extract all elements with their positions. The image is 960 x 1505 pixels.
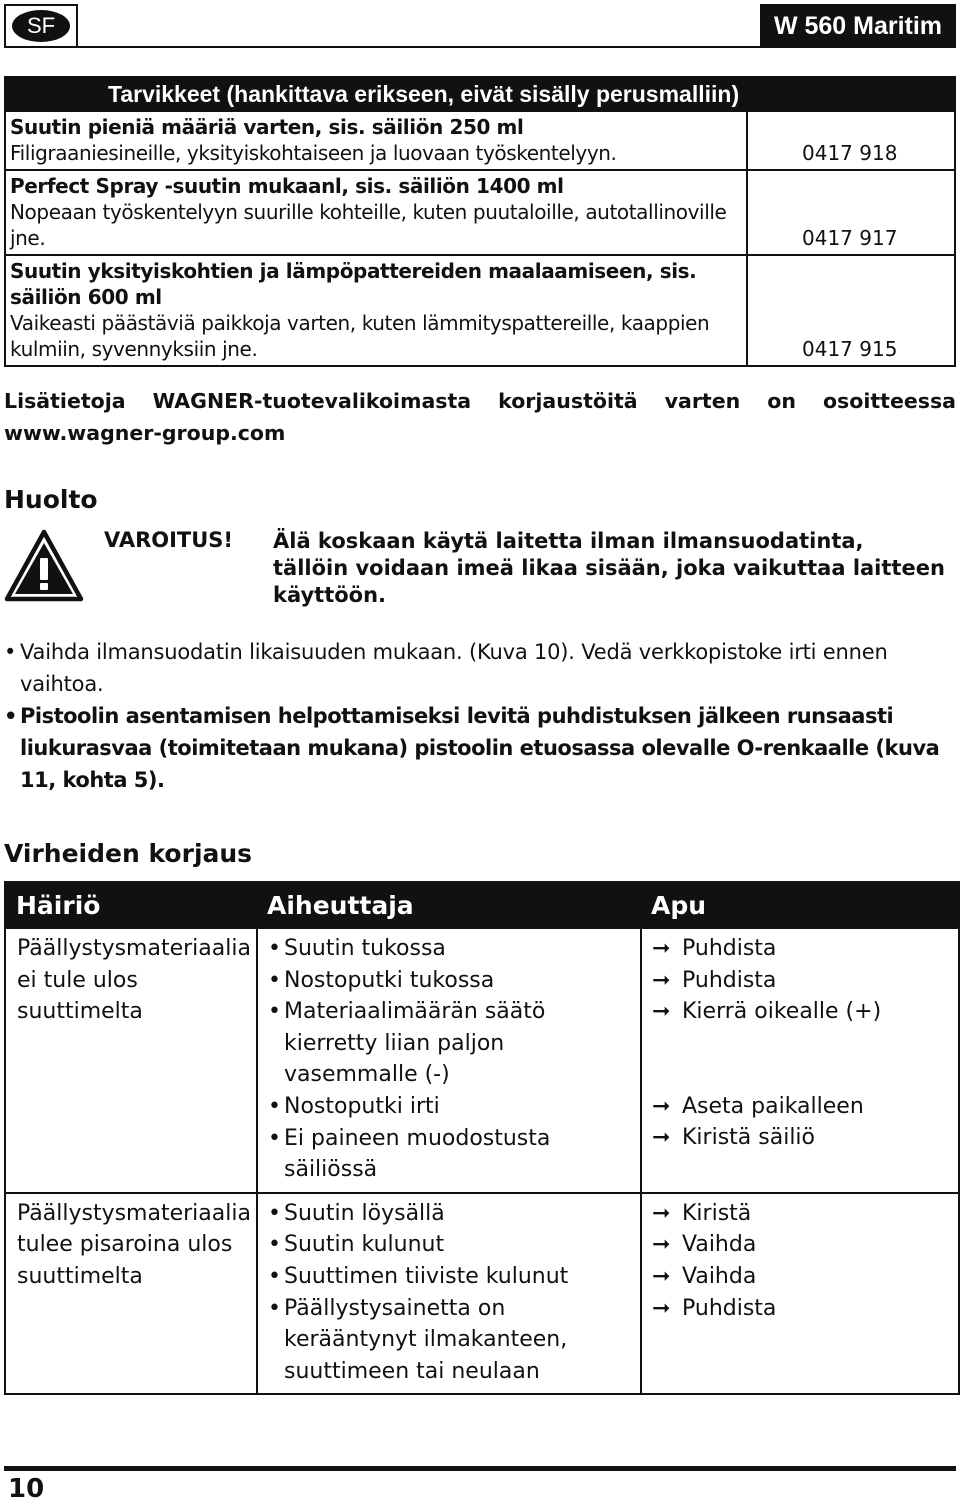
info-text: Lisätietoja WAGNER-tuotevalikoimasta korjaustöitä varten on osoitteessa <box>4 389 956 413</box>
maintenance-heading: Huolto <box>4 485 98 514</box>
cause-item: • Päällystysainetta on kerääntynyt ilmakanteen, suuttimeen tai neulaan <box>268 1293 632 1388</box>
accessory-code-value: 0417 917 <box>802 226 898 250</box>
remedy-item: ➞ Aseta paikalleen <box>652 1091 950 1123</box>
remedy-cell <box>641 1193 959 1395</box>
accessory-description <box>6 171 748 254</box>
cause-item: • Nostoputki irti <box>268 1091 632 1123</box>
remedy-item: ➞ Puhdista <box>652 1293 950 1325</box>
cause-item: • Ei paineen muodostusta säiliössä <box>268 1123 632 1186</box>
language-code: SF <box>12 10 70 42</box>
maintenance-bullet: • Pistoolin asentamisen helpottamiseksi levitä puhdistuksen jälkeen runsaasti liukurasvaa (toimitetaan mukana) pistoolin etuosassa olevalle O-renkaalle (kuva 11, kohta 5). <box>4 700 960 796</box>
accessory-row <box>6 169 954 254</box>
remedy-cell <box>641 928 959 1193</box>
accessory-description <box>6 112 748 169</box>
column-header-remedy: Apu <box>641 882 959 928</box>
warning-label: VAROITUS! <box>104 528 233 552</box>
table-header-row <box>5 882 959 928</box>
cause-item: • Materiaalimäärän säätö kierretty liian paljon vasemmalle (-) <box>268 996 632 1091</box>
table-row <box>5 928 959 1193</box>
accessory-name: Perfect Spray -suutin mukaanl, sis. säiliön 1400 ml <box>10 174 564 198</box>
accessory-name: Suutin yksityiskohtien ja lämpöpattereiden maalaamiseen, sis. säiliön 600 ml <box>10 259 697 309</box>
accessory-code <box>748 112 954 169</box>
cause-cell <box>257 1193 641 1395</box>
spacer <box>652 1028 950 1091</box>
cause-item: • Nostoputki tukossa <box>268 965 632 997</box>
maintenance-bullet: • Vaihda ilmansuodatin likaisuuden mukaan. (Kuva 10). Vedä verkkopistoke irti ennen vaihtoa. <box>4 636 960 700</box>
header-rule <box>78 46 760 48</box>
footer-rule <box>4 1466 956 1471</box>
remedy-item: ➞ Kiristä säiliö <box>652 1122 950 1154</box>
column-header-fault: Häiriö <box>5 882 257 928</box>
accessory-code-value: 0417 918 <box>802 141 898 165</box>
remedy-item: ➞ Vaihda <box>652 1261 950 1293</box>
info-paragraph <box>4 385 956 449</box>
remedy-item: ➞ Kiristä <box>652 1198 950 1230</box>
website-link[interactable]: www.wagner-group.com <box>4 421 286 445</box>
warning-text: Älä koskaan käytä laitetta ilman ilmansuodatinta, tällöin voidaan imeä likaa sisään, joka vaikuttaa laitteen käyttöön. <box>273 529 945 607</box>
remedy-item: ➞ Puhdista <box>652 965 950 997</box>
accessory-row <box>6 110 954 169</box>
accessory-usage: Filigraaniesineille, yksityiskohtaiseen ja luovaan työskentelyyn. <box>10 141 617 165</box>
accessories-table <box>4 76 956 367</box>
model-name: W 560 Maritim <box>760 4 956 48</box>
accessory-code <box>748 171 954 254</box>
accessory-code-value: 0417 915 <box>802 337 898 361</box>
language-badge <box>4 4 78 48</box>
table-row <box>5 1193 959 1395</box>
page-number: 10 <box>8 1474 45 1504</box>
accessory-description <box>6 256 748 365</box>
accessory-name: Suutin pieniä määriä varten, sis. säiliön 250 ml <box>10 115 524 139</box>
warning-triangle-icon <box>3 528 85 604</box>
column-header-cause: Aiheuttaja <box>257 882 641 928</box>
remedy-item: ➞ Kierrä oikealle (+) <box>652 996 950 1028</box>
fault-cell: Päällystysmateriaalia ei tule ulos suuttimelta <box>5 928 257 1193</box>
remedy-item: ➞ Vaihda <box>652 1229 950 1261</box>
accessory-row <box>6 254 954 365</box>
page-header <box>0 0 960 52</box>
accessories-title: Tarvikkeet (hankittava erikseen, eivät sisälly perusmalliin) <box>6 78 954 110</box>
cause-item: • Suutin löysällä <box>268 1198 632 1230</box>
cause-item: • Suuttimen tiiviste kulunut <box>268 1261 632 1293</box>
troubleshooting-table <box>4 881 960 1395</box>
fault-cell: Päällystysmateriaalia tulee pisaroina ulos suuttimelta <box>5 1193 257 1395</box>
accessory-usage: Nopeaan työskentelyyn suurille kohteille, kuten puutaloille, autotallinoville jne. <box>10 200 727 250</box>
remedy-item: ➞ Puhdista <box>652 933 950 965</box>
accessory-code <box>748 256 954 365</box>
accessory-usage: Vaikeasti päästäviä paikkoja varten, kuten lämmityspattereille, kaappien kulmiin, syvennyksiin jne. <box>10 311 710 361</box>
cause-item: • Suutin tukossa <box>268 933 632 965</box>
cause-item: • Suutin kulunut <box>268 1229 632 1261</box>
cause-cell <box>257 928 641 1193</box>
troubleshooting-heading: Virheiden korjaus <box>4 839 253 868</box>
